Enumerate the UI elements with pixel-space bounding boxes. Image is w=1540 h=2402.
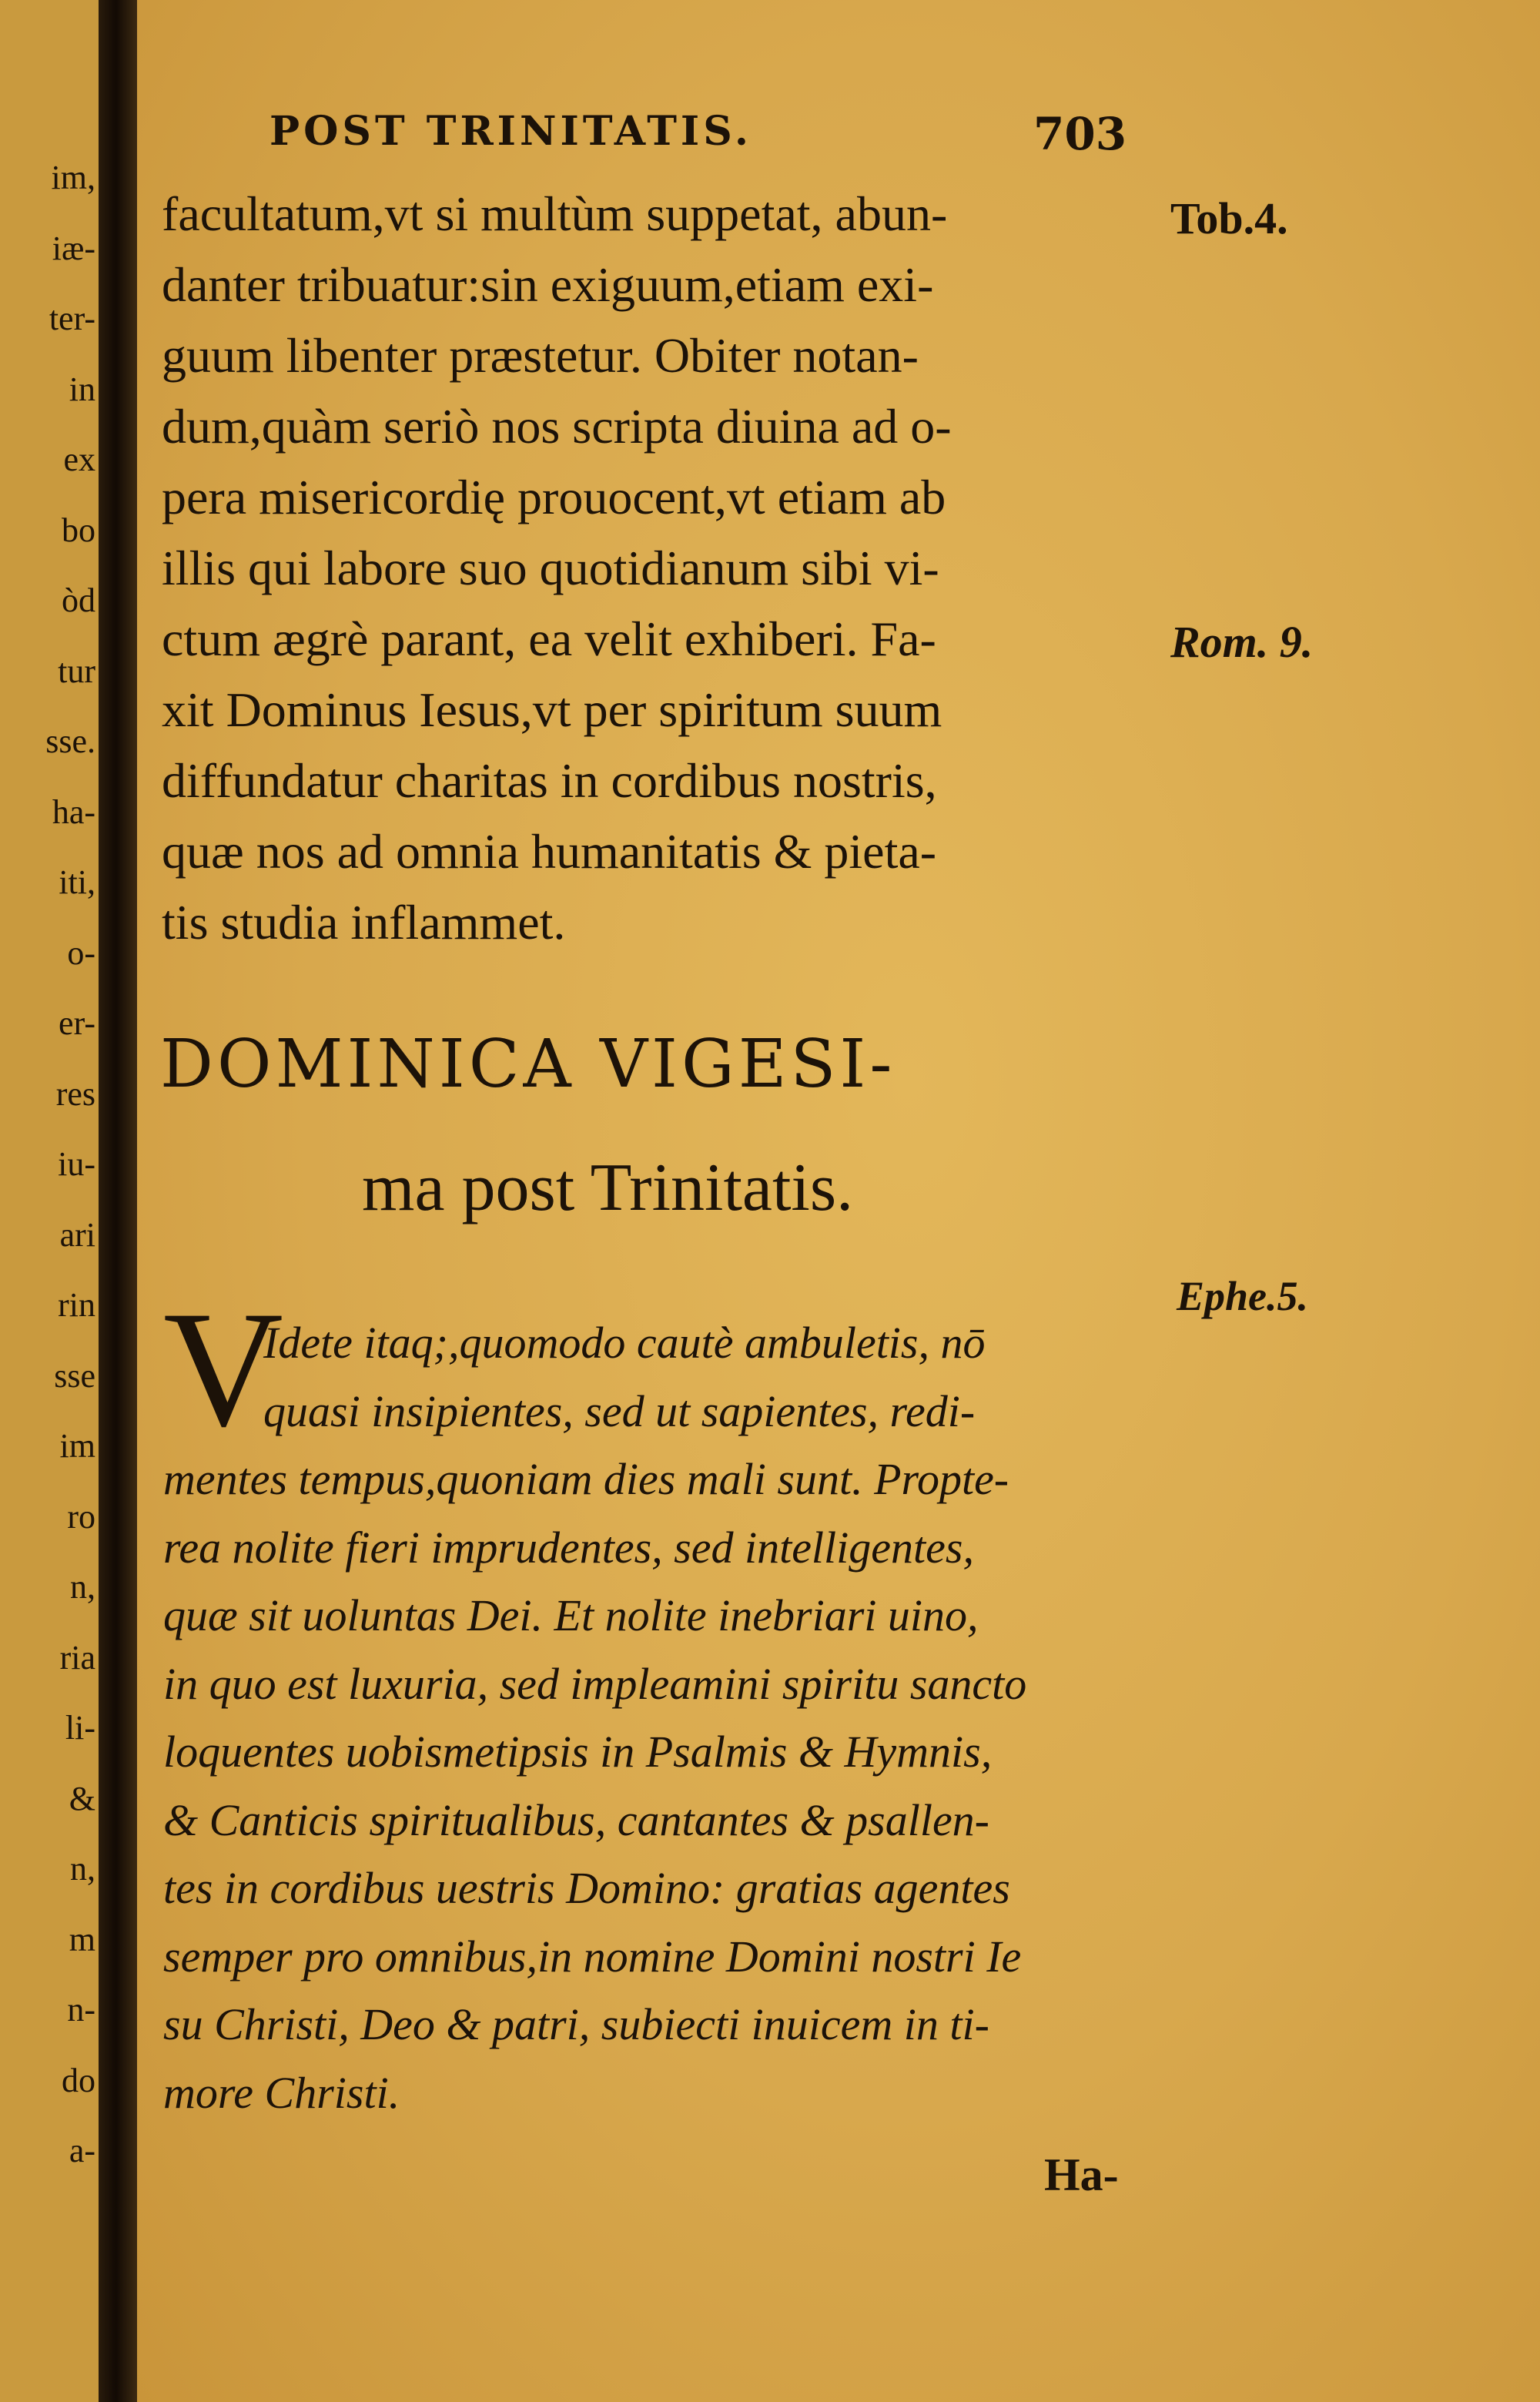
text-line: quasi insipientes, sed ut sapientes, redi- xyxy=(263,1385,976,1436)
facing-line: do xyxy=(62,2061,95,2099)
text-line: illis qui labore suo quotidianum sibi vi- xyxy=(162,541,939,595)
facing-line: sse xyxy=(54,1356,95,1395)
facing-line: n, xyxy=(70,1850,95,1888)
marginal-reference-tobit: Tob.4. xyxy=(1170,193,1288,243)
text-line: guum libenter præstetur. Obiter notan- xyxy=(162,328,919,383)
text-line: & Canticis spiritualibus, cantantes & psallen- xyxy=(163,1794,989,1845)
text-line: semper pro omnibus,in nomine Domini nostri Ie xyxy=(163,1931,1022,1982)
facing-line: n- xyxy=(67,1991,95,2028)
text-line: dum,quàm seriò nos scripta diuina ad o- xyxy=(162,399,952,454)
text-line: ctum ægrè parant, ea velit exhiberi. Fa- xyxy=(162,611,936,666)
text-line: quæ nos ad omnia humanitatis & pieta- xyxy=(162,824,937,879)
facing-line: er- xyxy=(59,1004,95,1042)
facing-line: li- xyxy=(65,1709,95,1747)
text-line: loquentes uobismetipsis in Psalmis & Hymnis, xyxy=(163,1727,993,1777)
catchword: Ha- xyxy=(1044,2149,1119,2200)
book-gutter xyxy=(99,0,137,2402)
page-number: 703 xyxy=(1033,108,1127,160)
text-line: in quo est luxuria, sed impleamini spiritu sancto xyxy=(163,1658,1027,1709)
section-subheading: ma post Trinitatis. xyxy=(362,1151,854,1225)
facing-line: iu- xyxy=(58,1145,95,1183)
text-line: more Christi. xyxy=(163,2067,400,2118)
marginal-reference-ephesians: Ephe.5. xyxy=(1177,1273,1309,1319)
epistle-text xyxy=(163,1309,1164,2127)
facing-line: tur xyxy=(58,652,95,690)
text-line: mentes tempus,quoniam dies mali sunt. Propte- xyxy=(163,1454,1009,1504)
text-line: pera misericordię prouocent,vt etiam ab xyxy=(162,470,946,524)
facing-line: im xyxy=(59,1427,95,1465)
running-head: POST TRINITATIS. xyxy=(270,108,753,155)
marginal-reference-romans: Rom. 9. xyxy=(1170,617,1314,667)
text-line: su Christi, Deo & patri, subiecti inuicem in ti- xyxy=(163,1999,989,2049)
facing-line: sse. xyxy=(45,722,95,760)
text-line: Idete itaq;,quomodo cautè ambuletis, nō xyxy=(263,1318,986,1368)
facing-line: ter- xyxy=(49,300,95,337)
facing-line: ro xyxy=(67,1497,95,1536)
text-line: facultatum,vt si multùm suppetat, abun- xyxy=(162,186,948,241)
text-line: quæ sit uoluntas Dei. Et nolite inebriari uino, xyxy=(163,1590,979,1640)
facing-line: im, xyxy=(51,159,95,196)
section-heading: DOMINICA VIGESI- xyxy=(160,1026,896,1103)
facing-line: iti, xyxy=(59,863,95,901)
facing-page-text-fragments xyxy=(0,142,95,2186)
text-line: diffundatur charitas in cordibus nostris, xyxy=(162,753,937,808)
drop-capital: V xyxy=(163,1277,283,1461)
sermon-paragraph xyxy=(162,179,1163,958)
facing-line: òd xyxy=(62,581,95,619)
facing-line: ria xyxy=(59,1638,95,1677)
text-line: tes in cordibus uestris Domino: gratias agentes xyxy=(163,1863,1010,1913)
facing-line: res xyxy=(55,1074,95,1113)
facing-line: rin xyxy=(58,1286,95,1324)
text-line: xit Dominus Iesus,vt per spiritum suum xyxy=(162,682,942,737)
text-line: danter tribuatur:sin exiguum,etiam exi- xyxy=(162,257,934,312)
facing-line: m xyxy=(69,1920,95,1958)
facing-line: bo xyxy=(62,511,95,549)
facing-line: a- xyxy=(69,2132,95,2169)
facing-line: & xyxy=(69,1779,95,1817)
facing-line: iæ- xyxy=(52,229,95,267)
facing-line: ex xyxy=(63,441,95,478)
facing-line: o- xyxy=(67,933,95,972)
facing-line: in xyxy=(69,370,95,408)
text-line: rea nolite fieri imprudentes, sed intelligentes, xyxy=(163,1522,974,1573)
facing-line: ari xyxy=(59,1215,95,1254)
text-line: tis studia inflammet. xyxy=(162,895,566,950)
facing-line: n, xyxy=(70,1568,95,1606)
facing-line: ha- xyxy=(52,792,95,831)
facing-page xyxy=(0,0,99,2402)
